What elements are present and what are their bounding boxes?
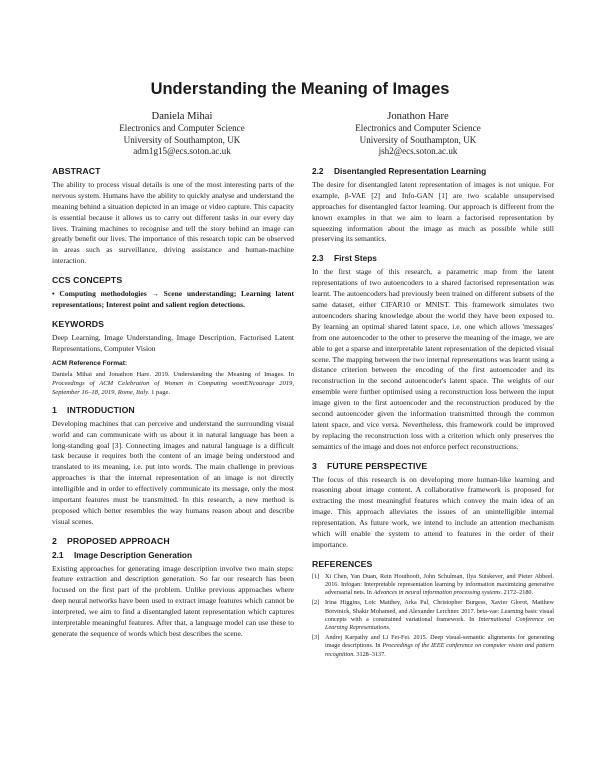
author-name: Daniela Mihai [151, 111, 213, 122]
keywords-section [52, 319, 294, 397]
author-univ: University of Southampton, UK [359, 134, 477, 145]
image-description-text: Existing approaches for generating image description involve two main steps: feature extraction and description generation. So far our research has been focused on the first part of the problem. Unlike previous approaches where deep neural networks have been used to extract image features which cannot be interpreted, we aim to find a disentangled latent representation which captures interpretable meaningful features. After that, a language model can use these to generate the sequence of words which best describes the scene. [52, 563, 294, 638]
reference-item: [1] Xi Chen, Yan Duan, Rein Houthooft, John Schulman, Ilya Sutskever, and Pieter Abbeel. 2016. Infogan: Interpretable representation learning by information maximizing generative adversarial nets. In Advances in neural information processing systems. 2172–2180. [312, 572, 554, 597]
abstract-heading: ABSTRACT [52, 166, 101, 176]
future-section [312, 461, 554, 551]
disentangled-text: The desire for disentangled latent representation of images is not unique. For example, β-VAE [2] and Info-GAN [1] are two scalable unsupervised approaches for disentangled factor learning. Our approach is different from the known examples in that we aim to learn a factorised representation by squeezing information about the image as much as possible while still preserving its semantics. [312, 179, 554, 244]
author-block-2 [298, 111, 538, 158]
paper-title: Understanding the Meaning of Images [150, 80, 450, 98]
author-univ: University of Southampton, UK [123, 134, 241, 145]
reference-item: [2] Irina Higgins, Loic Matthey, Arka Pal, Christopher Burgess, Xavier Glorot, Matthew Botvinick, Shakir Mohamed, and Alexander Lerchner. 2017. beta-vae: Learning basic visual concepts with a constrained variational framework. In International Conference on Learning Representations. [312, 599, 554, 632]
future-text: The focus of this research is on developing more human-like learning and reasoning about image content. A collaborative framework is proposed for extracting the most meaningful features which convey the main idea of an image. This approach alleviates the issues of an unintelligible internal representation. As future work, we intend to include an attention mechanism which will enable the system to attend to features in the order of their importance. [312, 474, 554, 549]
author-dept: Electronics and Computer Science [119, 123, 245, 134]
approach-section [52, 536, 294, 547]
references-heading: REFERENCES [312, 558, 373, 569]
image-description-section [52, 550, 294, 640]
ccs-text: • Computing methodologies → Scene understanding; Learning latent representations; Interest point and salient region detections. [52, 289, 294, 309]
future-heading: 3 FUTURE PERSPECTIVE [312, 460, 428, 471]
left-column [52, 166, 294, 648]
disentangled-section [312, 166, 554, 245]
acm-reference-venue: Proceedings of ACM Celebration of Women in Computing womENcourage 2019, September 16–18, 2019, Rome, Italy. [52, 379, 294, 396]
first-steps-heading: 2.3 First Steps [312, 253, 377, 264]
ccs-heading: CCS CONCEPTS [52, 275, 123, 286]
right-column [312, 166, 554, 667]
author-email[interactable]: jsh2@ecs.soton.ac.uk [378, 146, 458, 157]
author-dept: Electronics and Computer Science [355, 123, 481, 134]
introduction-text: Developing machines that can perceive and understand the surrounding visual world and can communicate with us about it in natural language has been a long-standing goal [3]. Connecting images and natural language is a difficult task because it requires both the content of an image being understood and translated to its meaning, i.e. put into words. The main challenge in previous approaches is that the internal representation of an image is not directly intelligible and in order to effectively communicate its message, only the most important features must be transmitted. In this research, a new method is proposed which better resembles the way humans reason about and describe visual scenes. [52, 418, 294, 526]
acm-reference-label: ACM Reference Format: [52, 359, 128, 367]
references-section [312, 559, 554, 659]
reference-item: [3] Andrej Karpathy and Li Fei-Fei. 2015. Deep visual-semantic alignments for generating image descriptions. In Proceedings of the IEEE conference on computer vision and pattern recognition. 3128–3137. [312, 634, 554, 658]
keywords-text: Deep Learning, Image Understanding, Image Description, Factorised Latent Representations, Computer Vision [52, 332, 294, 353]
ccs-section [52, 275, 294, 311]
first-steps-text: In the first stage of this research, a parametric map from the latent representations of two autoencoders to a shared factorised representation was learnt. The autoencoders had previously been trained on different subsets of the same dataset, either CIFAR10 or MNIST. This framework simulates two autoencoders sharing knowledge about the world they have been exposed to. By learning an optimal shared latent space, i.e. one which allows 'messages' from one autoencoder to the other to preserve the meaning of the image, we are able to get a sparse and interpretable latent representation of the depicted visual scene. The mapping between the two internal representations was learnt using a distance criterion between the encoding of the first autoencoder and its reconstruction in the second autoencoder's latent space. The weights of our ensemble were further optimised using a reconstruction loss between the input image given to the first autoencoder and the reconstruction produced by the second autoencoder given the information transmitted through the common latent space, and vice versa. Nevertheless, this framework could be improved by replacing the reconstruction loss with a criterion which only preserves the semantics of the image and does not enforce perfect reconstructions. [312, 267, 554, 451]
author-name: Jonathon Hare [387, 111, 449, 122]
author-block-1 [62, 111, 302, 158]
abstract-section [52, 166, 294, 267]
introduction-heading: 1 INTRODUCTION [52, 404, 135, 415]
abstract-text: The ability to process visual details is one of the most interesting parts of the nervous system. Humans have the ability to quickly analyse and understand the meaning behind a situation depicted in an image or video capture. This capacity is essential because it allows us to carry out different tasks in our every day lives. Training machines to recognise and tell the story behind an image can greatly benefit our lives. The importance of this research topic can be observed in areas such as surveillance, driving assistance and human-machine interaction. [52, 179, 294, 266]
first-steps-section [312, 253, 554, 452]
image-description-heading: 2.1 Image Description Generation [52, 549, 193, 560]
acm-reference-text: Daniela Mihai and Jonathon Hare. 2019. Understanding the Meaning of Images. In Proceedings of ACM Celebration of Women in Computing womENcourage 2019, September 16–18, 2019, Rome, Italy. 1 page. [52, 370, 294, 396]
author-email[interactable]: adm1g15@ecs.soton.ac.uk [133, 146, 231, 157]
disentangled-heading: 2.2 Disentangled Representation Learning [312, 166, 487, 176]
introduction-section [52, 405, 294, 528]
keywords-heading: KEYWORDS [52, 318, 104, 329]
reference-list [312, 573, 554, 659]
approach-heading: 2 PROPOSED APPROACH [52, 535, 170, 546]
